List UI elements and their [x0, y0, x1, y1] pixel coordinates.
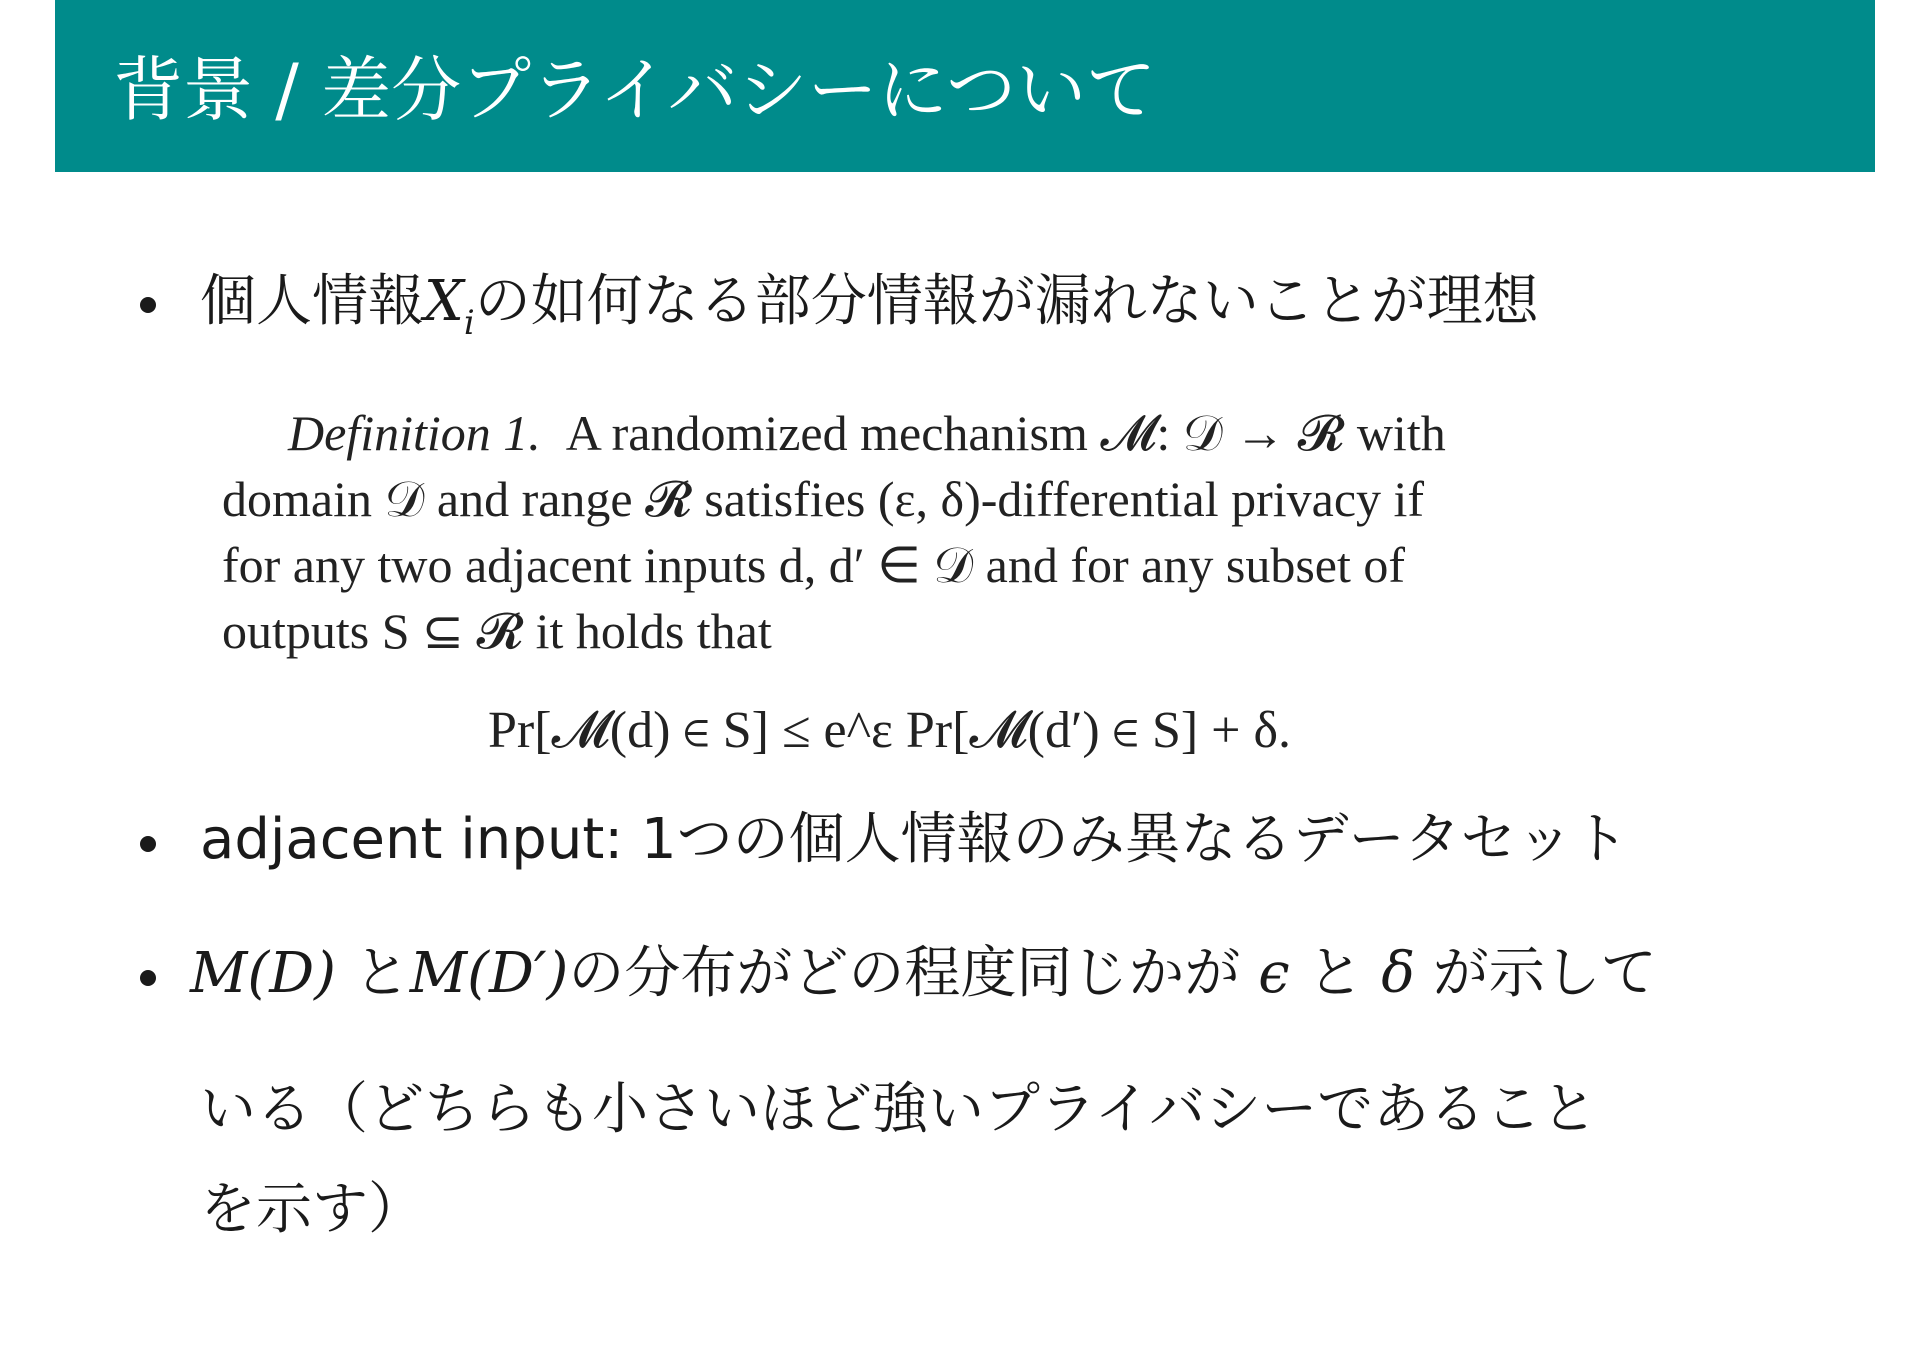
- math-m-d-prime: M(D′): [409, 941, 569, 1006]
- definition-block: [222, 400, 1702, 664]
- bullet-dot: [140, 970, 156, 986]
- bullet-dot: [140, 297, 156, 313]
- definition-line-4: outputs S ⊆ 𝓡 it holds that: [222, 603, 772, 659]
- variable-subscript: i: [463, 303, 475, 343]
- definition-line-3: for any two adjacent inputs d, d′ ∈ 𝒟 and for any subset of: [222, 537, 1406, 593]
- math-delta: δ: [1381, 941, 1415, 1006]
- bullet-3-line-1: [190, 942, 1657, 1006]
- bullet-3-line-3: を示す）: [200, 1177, 424, 1242]
- page-title: 背景 / 差分プライバシーについて: [113, 49, 1157, 131]
- bullet-3-mid: の分布がどの程度同じかが: [568, 941, 1241, 1006]
- variable-x: X: [424, 269, 464, 334]
- bullet-3-and-2: と: [1307, 941, 1364, 1006]
- bullet-dot: [140, 836, 156, 852]
- bullet-2-text: adjacent input: 1つの個人情報のみ異なるデータセット: [200, 807, 1629, 872]
- bullet-3-line-2: いる（どちらも小さいほど強いプライバシーであること: [200, 1077, 1598, 1142]
- definition-line-2: domain 𝒟 and range 𝓡 satisfies (ε, δ)-differential privacy if: [222, 471, 1425, 527]
- definition-line-1-text: A randomized mechanism 𝓜: 𝒟 → 𝓡 with: [565, 405, 1446, 461]
- bullet-1-prefix: 個人情報: [200, 269, 424, 334]
- bullet-3-end: が示して: [1432, 941, 1657, 1006]
- definition-label: Definition 1.: [288, 405, 541, 461]
- bullet-1-text: [200, 270, 1539, 355]
- bullet-3-and: と: [353, 941, 410, 1006]
- math-epsilon: ϵ: [1258, 941, 1290, 1006]
- title-bar: [55, 0, 1875, 172]
- definition-formula: Pr[𝓜(d) ∈ S] ≤ e^ε Pr[𝓜(d′) ∈ S] + δ.: [488, 702, 1292, 759]
- bullet-1-suffix: の如何なる部分情報が漏れないことが理想: [474, 269, 1539, 334]
- math-m-d: M(D): [190, 941, 336, 1006]
- definition-line-1: [222, 400, 1702, 466]
